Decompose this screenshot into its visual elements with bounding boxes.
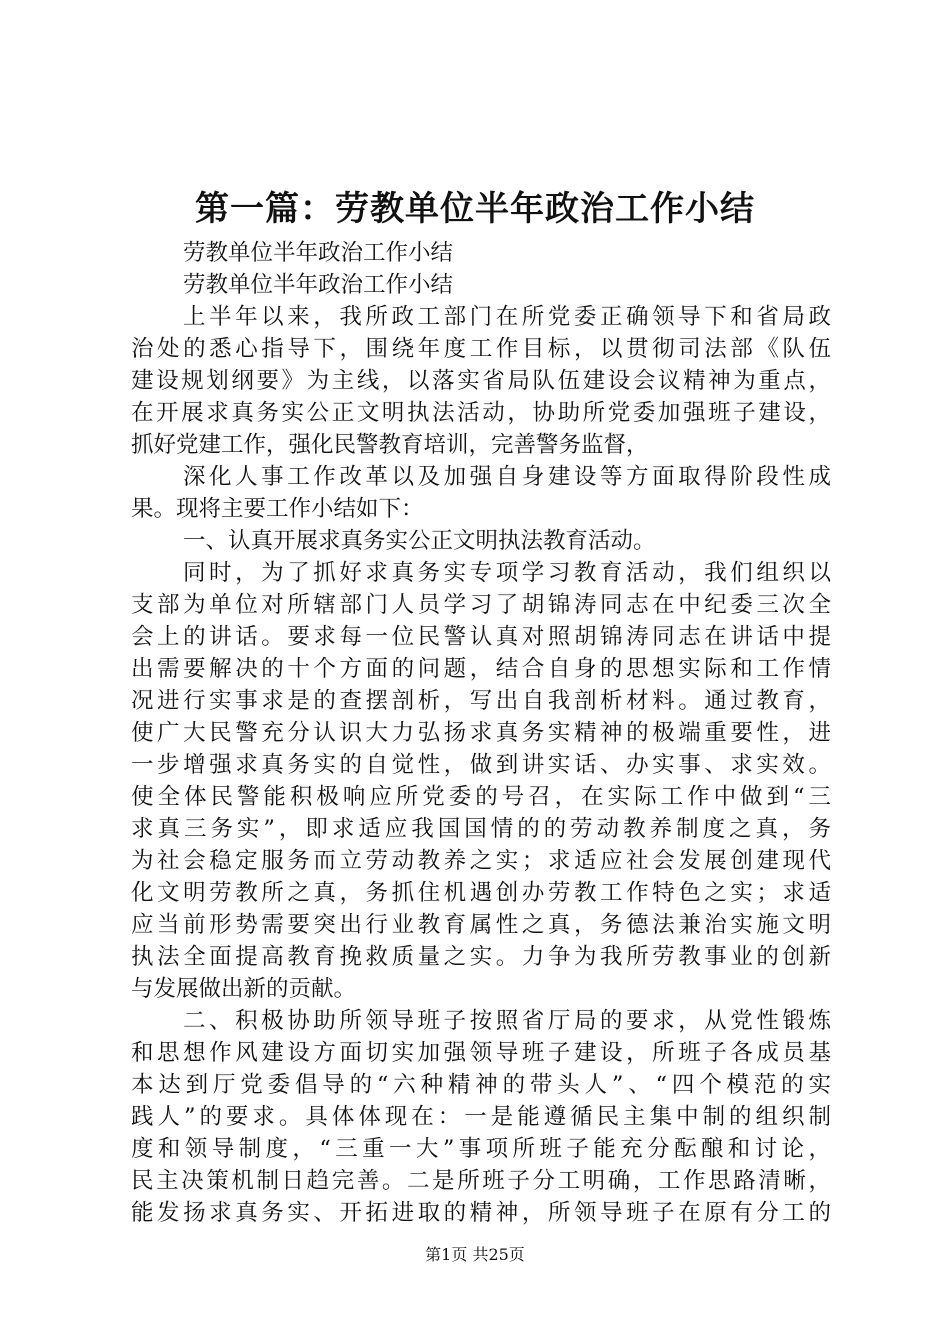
paragraph-line: 度和领导制度，“三重一大”事项所班子能充分酝酿和讨论， <box>131 1136 831 1162</box>
paragraph-line: 化文明劳教所之真，务抓住机遇创办劳教工作特色之实；求适 <box>131 880 831 906</box>
paragraph-line: 与发展做出新的贡献。 <box>131 976 357 1002</box>
paragraph-line: 抓好党建工作，强化民警教育培训，完善警务监督， <box>131 432 649 458</box>
paragraph-line: 果。现将主要工作小结如下： <box>131 496 424 522</box>
paragraph-line: 执法全面提高教育挽救质量之实。力争为我所劳教事业的创新 <box>131 944 831 970</box>
paragraph-line: 在开展求真务实公正文明执法活动，协助所党委加强班子建设， <box>131 400 831 426</box>
paragraph-line: 使广大民警充分认识大力弘扬求真务实精神的极端重要性，进 <box>131 720 831 746</box>
paragraph-line: 为社会稳定服务而立劳动教养之实；求适应社会发展创建现代 <box>131 848 831 874</box>
paragraph-line: 应当前形势需要突出行业教育属性之真，务德法兼治实施文明 <box>131 912 831 938</box>
paragraph-line: 一步增强求真务实的自觉性，做到讲实话、办实事、求实效。 <box>131 752 831 778</box>
document-title: 第一篇：劳教单位半年政治工作小结 <box>195 189 755 229</box>
paragraph-line: 使全体民警能积极响应所党委的号召，在实际工作中做到“三 <box>131 784 831 810</box>
subtitle-line: 劳教单位半年政治工作小结 <box>183 240 454 266</box>
paragraph-line: 二、积极协助所领导班子按照省厅局的要求，从党性锻炼 <box>183 1008 831 1034</box>
paragraph-line: 践人”的要求。具体体现在：一是能遵循民主集中制的组织制 <box>131 1104 831 1130</box>
paragraph-line: 本达到厅党委倡导的“六种精神的带头人”、“四个模范的实 <box>131 1072 831 1098</box>
paragraph-line: 况进行实事求是的查摆剖析，写出自我剖析材料。通过教育， <box>131 688 831 714</box>
paragraph-line: 建设规划纲要》为主线，以落实省局队伍建设会议精神为重点， <box>131 368 831 394</box>
paragraph-line: 治处的悉心指导下，围绕年度工作目标，以贯彻司法部《队伍 <box>131 336 831 362</box>
paragraph-line: 同时，为了抓好求真务实专项学习教育活动，我们组织以 <box>183 560 831 586</box>
paragraph-line: 和思想作风建设方面切实加强领导班子建设，所班子各成员基 <box>131 1040 831 1066</box>
paragraph-line: 求真三务实”，即求适应我国国情的的劳动教养制度之真，务 <box>131 816 831 842</box>
page-number-footer: 第1页 共25页 <box>425 1245 525 1264</box>
paragraph-line: 上半年以来，我所政工部门在所党委正确领导下和省局政 <box>183 304 831 330</box>
subtitle-line: 劳教单位半年政治工作小结 <box>183 272 454 298</box>
paragraph-line: 支部为单位对所辖部门人员学习了胡锦涛同志在中纪委三次全 <box>131 592 831 618</box>
paragraph-line: 出需要解决的十个方面的问题，结合自身的思想实际和工作情 <box>131 656 831 682</box>
document-body <box>131 237 831 1229</box>
paragraph-line: 深化人事工作改革以及加强自身建设等方面取得阶段性成 <box>183 464 831 490</box>
paragraph-line: 民主决策机制日趋完善。二是所班子分工明确，工作思路清晰， <box>131 1168 831 1194</box>
paragraph-line: 能发扬求真务实、开拓进取的精神，所领导班子在原有分工的 <box>131 1200 831 1226</box>
section-heading-line: 一、认真开展求真务实公正文明执法教育活动。 <box>183 528 656 554</box>
paragraph-line: 会上的讲话。要求每一位民警认真对照胡锦涛同志在讲话中提 <box>131 624 831 650</box>
